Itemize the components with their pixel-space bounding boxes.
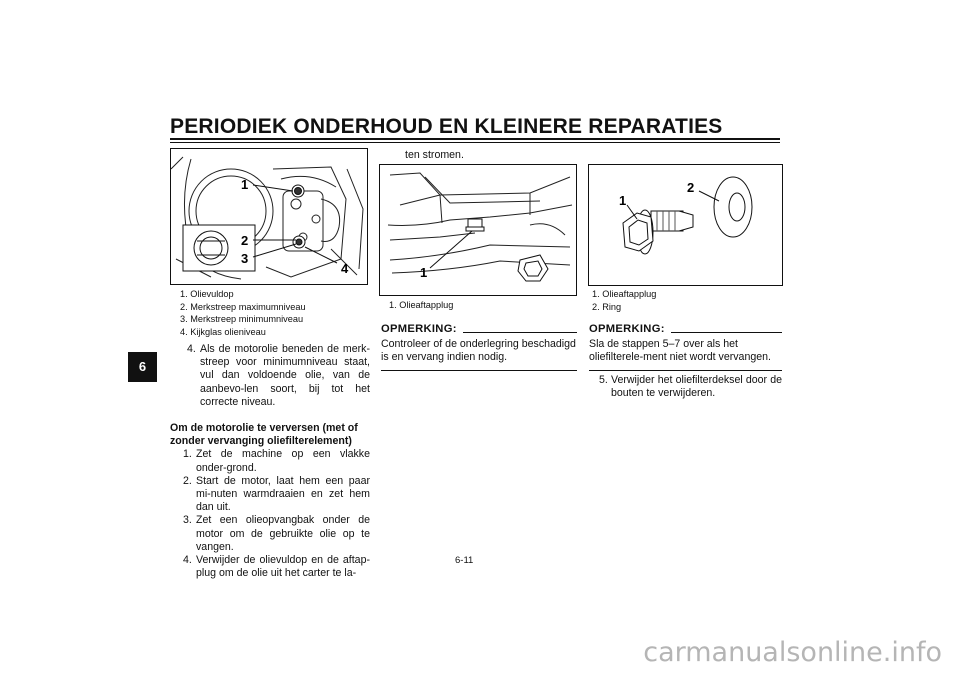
note-rule [671, 332, 782, 333]
callout-2: 2 [241, 233, 249, 248]
note-rule [463, 332, 577, 333]
figure3-caption-list [592, 288, 656, 313]
continuation-text: ten stromen. [405, 149, 464, 161]
callout-1: 1 [619, 193, 627, 208]
callout-1: 1 [420, 265, 428, 280]
note-bottom-rule [589, 370, 782, 371]
note-text: Sla de stappen 5–7 over als het oliefilterele-ment niet wordt vervangen. [589, 338, 771, 364]
step-1: 1. Zet de machine op een vlakke onder-grond. [183, 448, 370, 474]
figure-engine-oil-level [170, 148, 368, 285]
callout-3: 3 [241, 251, 249, 266]
callout-1: 1 [241, 177, 249, 192]
figure2-caption-list [389, 299, 453, 312]
caption-item: 1. Olievuldop [180, 289, 234, 299]
step-4: 4. Verwijder de olievuldop en de aftap-plug om de olie uit het carter te la- [183, 554, 370, 580]
note-heading: OPMERKING: [589, 323, 665, 335]
caption-item: 4. Kijkglas olieniveau [180, 327, 266, 338]
figure1-caption-list [180, 288, 306, 339]
caption-item: 1. Olieaftapplug [389, 300, 454, 310]
note-heading: OPMERKING: [381, 323, 457, 335]
title-rule-thin [170, 142, 780, 143]
watermark: carmanualsonline.info [643, 637, 942, 668]
figure-drain-plug-and-ring [588, 164, 783, 286]
note-box-col3 [589, 323, 782, 400]
figure-drain-plug-location [379, 164, 577, 296]
drain-plug-illustration [589, 165, 782, 285]
engine-illustration [171, 149, 367, 284]
caption-item: 3. Merkstreep minimumniveau [180, 314, 304, 325]
step-2: 2. Start de motor, laat hem een paar mi-nuten warmdraaien en zet hem dan uit. [183, 474, 370, 514]
step-3: 3. Zet een olieopvangbak onder de motor om de gebruikte olie op te vangen. [183, 514, 370, 553]
column-1-text [170, 343, 370, 580]
title-rule [170, 138, 780, 140]
caption-item: 1. Olieaftapplug [592, 289, 657, 299]
step-5: 5. Verwijder het oliefilterdeksel door de bouten te verwijderen. [599, 373, 782, 399]
callout-2: 2 [687, 180, 695, 195]
crankcase-illustration [380, 165, 576, 295]
section-heading: Om de motorolie te verversen (met of zonder vervanging oliefilterelement) [170, 422, 358, 448]
caption-item: 2. Merkstreep maximumniveau [180, 301, 306, 312]
note-text: Controleer of de onderlegring beschadigd is en vervang indien nodig. [381, 338, 576, 364]
chapter-tab: 6 [128, 352, 157, 382]
page-number: 6-11 [455, 555, 474, 566]
note-bottom-rule [381, 370, 577, 371]
page-title: PERIODIEK ONDERHOUD EN KLEINERE REPARATIES [170, 115, 723, 138]
callout-4: 4 [341, 261, 349, 276]
caption-item: 2. Ring [592, 301, 622, 312]
note-box-col2 [381, 323, 577, 371]
step-4-check: 4. Als de motorolie beneden de merk-streep voor minimumniveau staat, vul dan voldoende olie, van de aanbevo-len soort, bij tot het correcte niveau. [187, 343, 370, 408]
